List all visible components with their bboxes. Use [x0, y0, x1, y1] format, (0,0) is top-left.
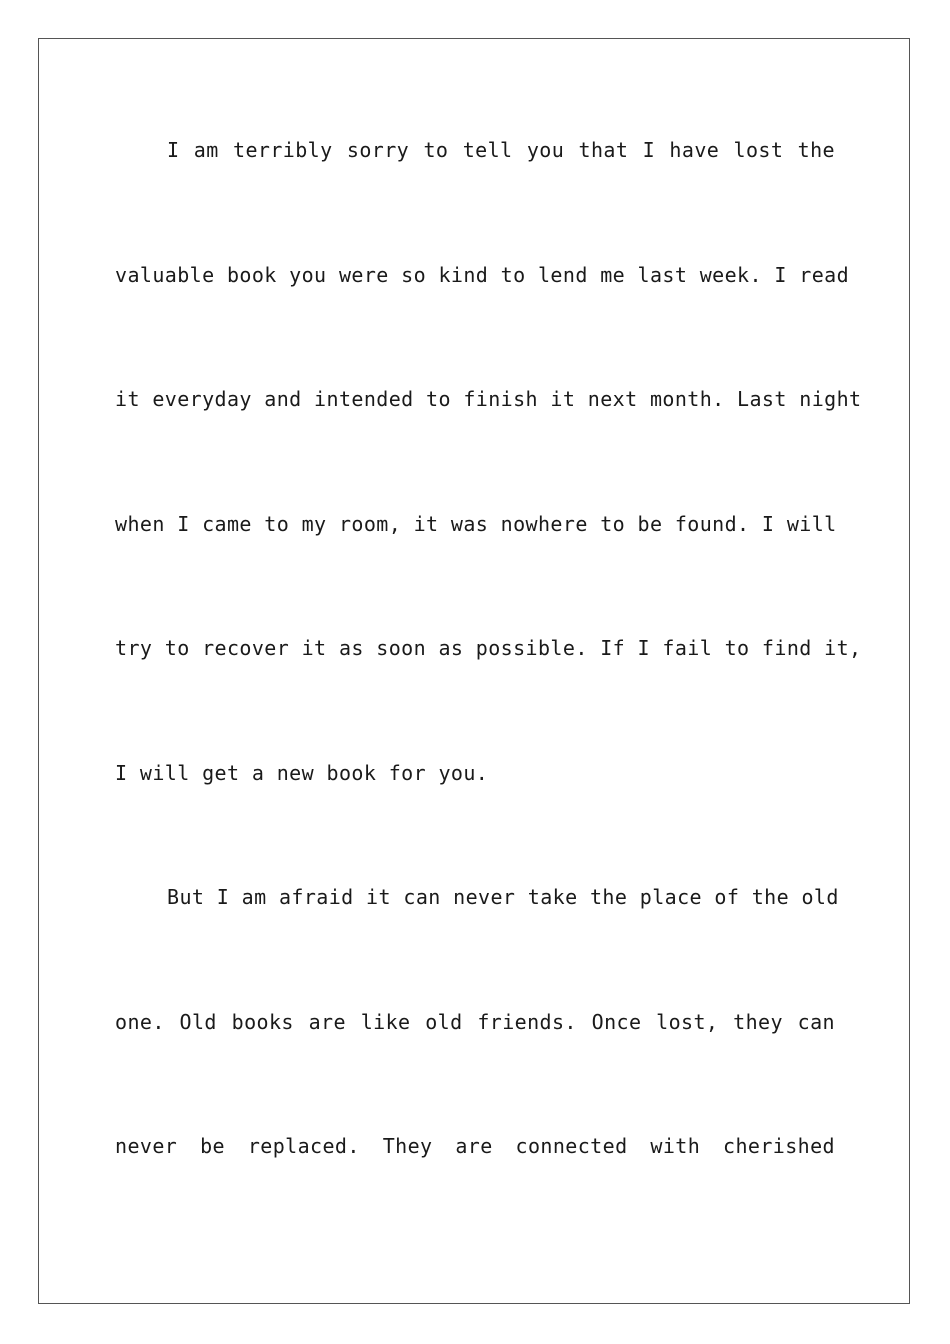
- text-line: never be replaced. They are connected with cherished: [115, 1134, 835, 1158]
- text-line: try to recover it as soon as possible. If I fail to find it,: [115, 636, 862, 660]
- text-line: I will get a new book for you.: [115, 760, 489, 785]
- text-line: valuable book you were so kind to lend me last week. I read: [115, 262, 850, 287]
- text-line: But I am afraid it can never take the place of the old: [167, 885, 839, 909]
- letter-body: [115, 136, 862, 1257]
- text-line: I am terribly sorry to tell you that I have lost the: [167, 138, 835, 162]
- text-line: one. Old books are like old friends. Once lost, they can: [115, 1009, 835, 1034]
- text-line: it everyday and intended to finish it next month. Last night: [115, 387, 862, 411]
- text-line: when I came to my room, it was nowhere to be found. I will: [115, 511, 837, 536]
